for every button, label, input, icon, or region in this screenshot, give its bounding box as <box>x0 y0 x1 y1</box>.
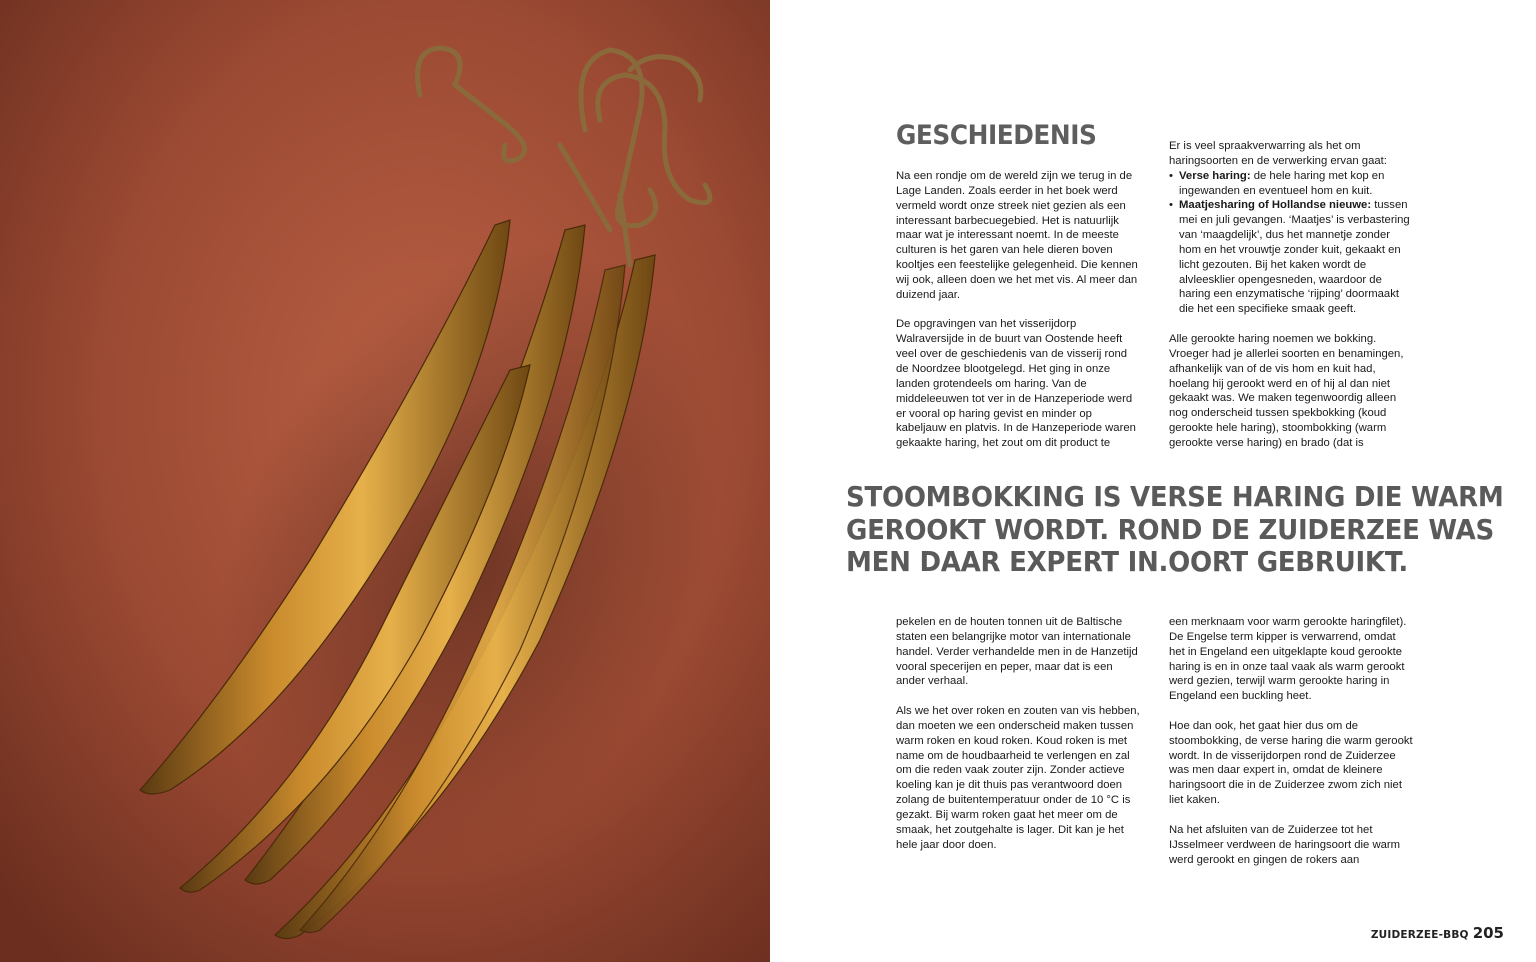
list-item <box>1169 198 1414 317</box>
pull-quote-line: STOOMBOKKING IS VERSE HARING DIE WARM <box>846 480 1504 513</box>
text-column-3 <box>896 615 1141 867</box>
page-number: 205 <box>1472 924 1504 942</box>
text-page <box>770 0 1536 962</box>
list-text: tussen mei en juli gevangen. ‘Maatjes’ is verbastering van ‘maagdelijk’, dus het mannetje zonder hom en het vrouwtje zonder kuit, gekaakt en licht gezouten. Bij het kaken wordt de alvleesklier opengesneden, waardoor de haring een enzymatische ‘rijping’ doormaakt die het een specifieke smaak geeft. <box>1179 199 1410 316</box>
paragraph: Na een rondje om de wereld zijn we terug in de Lage Landen. Zoals eerder in het boek werd vermeld wordt onze streek niet gezien als een interessant barbecuegebied. Het is natuurlijk maar wat je interessant noemt. In de meeste culturen is het garen van hele dieren boven kooltjes een feestelijke gelegenheid. Die kennen wij ook, alleen doen we het met vis. Al meer dan duizend jaar. <box>896 170 1138 301</box>
herring-types-list <box>1169 169 1414 317</box>
text-column-2 <box>1169 139 1414 466</box>
list-term: Verse haring: <box>1179 169 1251 182</box>
list-text: de hele haring met kop en ingewanden en eventueel hom en kuit. <box>1179 169 1385 197</box>
paragraph: Er is veel spraakverwarring als het om haringsoorten en de verwerking ervan gaat: <box>1169 140 1387 167</box>
paragraph: Hoe dan ook, het gaat hier dus om de stoombokking, de verse haring die warm gerookt wordt. In de visserijdorpen rond de Zuiderzee was men daar expert in, omdat de kleinere haringsoort die in de Zuiderzee zwom zich niet liet kaken. <box>1169 719 1413 807</box>
paragraph: Alle gerookte haring noemen we bokking. Vroeger had je allerlei soorten en benamingen, afhankelijk van of de vis hom en kuit had, hoelang hij gerookt werd en of hij al dan niet gekaakt was. We maken tegenwoordig alleen nog onderscheid tussen spekbokking (koud gerookte hele haring), stoombokking (warm gerookte verse haring) en brado (dat is <box>1169 332 1404 449</box>
section-heading: GESCHIEDENIS <box>896 120 1097 151</box>
text-column-1 <box>896 169 1141 466</box>
paragraph: Als we het over roken en zouten van vis hebben, dan moeten we een onderscheid maken tussen warm roken en koud roken. Koud roken is met name om de houdbaarheid te verlengen en zal om die reden vaak zouter zijn. Zonder actieve koeling kan je dit thuis pas verantwoord doen zolang de buitentemperatuur onder de 10 °C is gezakt. Bij warm roken gaat het meer om de smaak, het zoutgehalte is lager. Dit kan je het hele jaar door doen. <box>896 705 1140 851</box>
list-item <box>1169 169 1414 199</box>
pull-quote-line: MEN DAAR EXPERT IN.OORT GEBRUIKT. <box>846 545 1408 578</box>
pull-quote <box>846 481 1504 579</box>
paragraph: De opgravingen van het visserijdorp Walraversijde in de buurt van Oostende heeft veel over de geschiedenis van de visserij rond de Noordzee blootgelegd. Het ging in onze landen grotendeels om haring. Van de middeleeuwen tot ver in de Hanzeperiode werd er vooral op haring gevist en minder op kabeljauw en platvis. In de Hanzeperiode waren gekaakte haring, het zout om dit product te <box>896 318 1136 450</box>
list-term: Maatjesharing of Hollandse nieuwe: <box>1179 199 1372 212</box>
paragraph: een merknaam voor warm gerookte haringfilet). De Engelse term kipper is verwarrend, omdat het in Engeland een uitgeklapte koud gerookte haring is en in onze taal vaak als warm gerookt werd gezien, terwijl warm gerookte haring in Engeland een buckling heet. <box>1169 616 1407 703</box>
page-footer <box>1371 924 1504 943</box>
paragraph: pekelen en de houten tonnen uit de Baltische staten een belangrijke motor van internationale handel. Verder verhandelde men in de Hanzetijd vooral specerijen en peper, maar dat is een ander verhaal. <box>896 616 1138 688</box>
book-section-name: ZUIDERZEE-BBQ <box>1370 929 1469 941</box>
text-column-4 <box>1169 615 1414 882</box>
pull-quote-line: GEROOKT WORDT. ROND DE ZUIDERZEE WAS <box>846 512 1495 546</box>
paragraph: Na het afsluiten van de Zuiderzee tot het IJsselmeer verdween de haringsoort die warm werd gerookt en gingen de rokers aan <box>1169 823 1401 866</box>
